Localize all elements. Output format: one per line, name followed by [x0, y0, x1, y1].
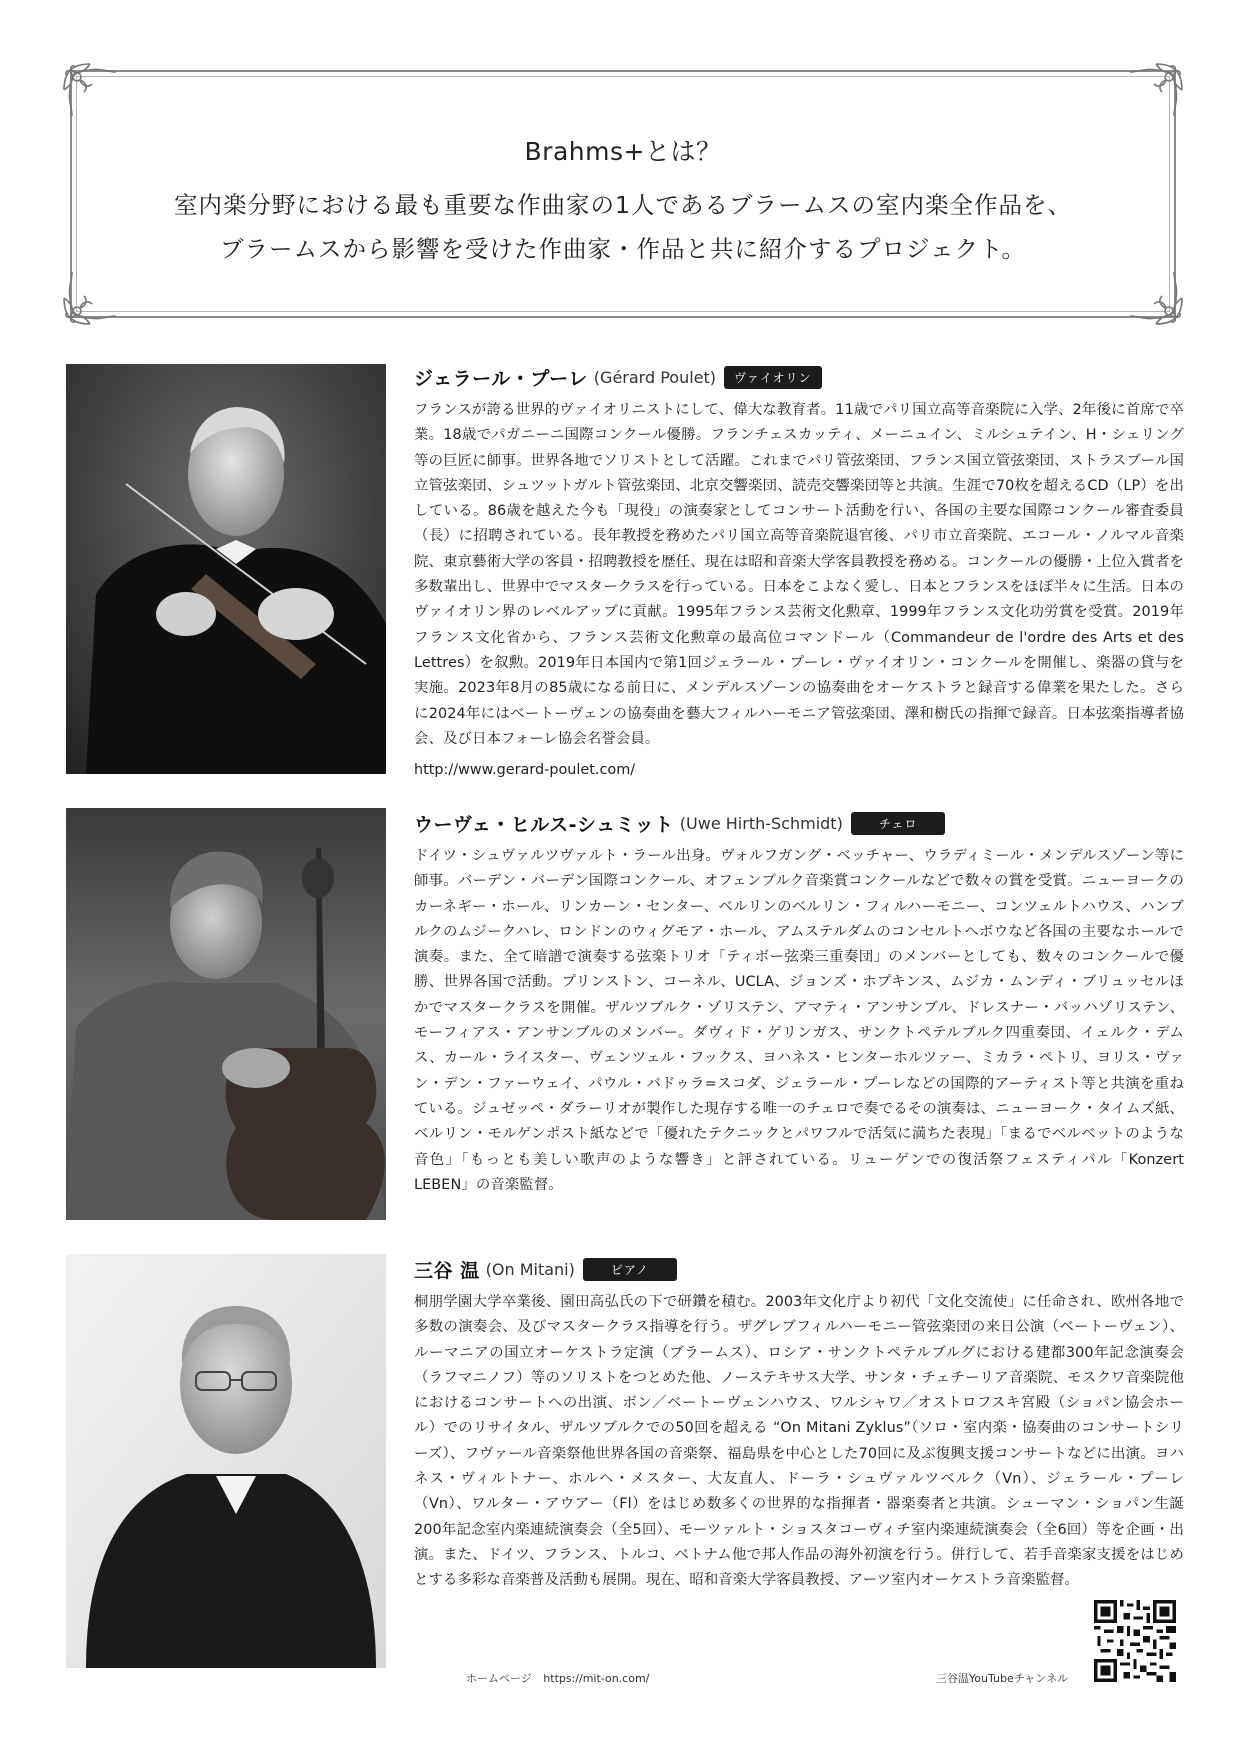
intro-title: Brahms+とは？ — [524, 137, 722, 166]
artist-name-jp: ウーヴェ・ヒルス-シュミット — [414, 813, 674, 836]
ornament-corner-icon — [1124, 60, 1186, 122]
artist-name-en: (Uwe Hirth-Schmidt) — [679, 813, 843, 833]
artist-bio-poulet — [414, 362, 1184, 778]
instrument-badge: チェロ — [851, 812, 946, 835]
artist-name-jp: 三谷 温 — [414, 1259, 480, 1282]
qr-code-icon[interactable] — [1094, 1600, 1176, 1682]
homepage-label: ホームページ — [466, 1672, 532, 1685]
intro-text-line-2: ブラームスから影響を受けた作曲家・作品と共に紹介するプロジェクト。 — [220, 235, 1026, 263]
artist-website-link[interactable]: http://www.gerard-poulet.com/ — [414, 762, 636, 779]
artist-name-en: (On Mitani) — [485, 1259, 575, 1279]
homepage-footer — [466, 1670, 649, 1686]
intro-text-line-1: 室内楽分野における最も重要な作曲家の1人であるブラームスの室内楽全作品を、 — [174, 191, 1072, 219]
artist-bio-hirth-schmidt — [414, 808, 1184, 1198]
artist-photo-violinist — [66, 364, 386, 774]
intro-frame — [60, 60, 1186, 328]
artist-photo-pianist — [66, 1254, 386, 1668]
artist-photo-cellist — [66, 808, 386, 1220]
artist-biography: フランスが誇る世界的ヴァイオリニストにして、偉大な教育者。11歳でパリ国立高等音楽院に入学、2年後に首席で卒業。18歳でパガニーニ国際コンクール優勝。フランチェスカッティ、メーニュイン、ミルシュテイン、H・シェリング等の巨匠に師事。世界各地でソリストとして活躍。これまでパリ管弦楽団、フランス国立管弦楽団、ストラスブール国立管弦楽団、シュツットガルト管弦楽団、北京交響楽団、読売交響楽団等と共演。生涯で70枚を超えるCD（LP）を出している。86歳を越えた今も「現役」の演奏家としてコンサート活動を行い、各国の主要な国際コンクール審査委員（長）に招聘されている。長年教授を務めたパリ国立高等音楽院退官後、パリ市立音楽院、エコール・ノルマル音楽院、東京藝術大学の客員・招聘教授を歴任、現在は昭和音楽大学客員教授を務める。コンクールの優勝・上位入賞者を多数輩出し、世界中でマスタークラスを行っている。日本をこよなく愛し、日本とフランスをほぼ半々に生活。日本のヴァイオリン界のレベルアップに貢献。1995年フランス芸術文化勲章、1999年フランス文化功労賞を受賞。2019年フランス文化省から、フランス芸術文化勲章の最高位コマンドール（Commandeur de l'ordre des Arts et des Lettres）を叙勲。2019年日本国内で第1回ジェラール・プーレ・ヴァイオリン・コンクールを開催し、楽器の貸与を実施。2023年8月の85歳になる前日に、メンデルスゾーンの協奏曲をオーケストラと録音する偉業を果たした。さらに2024年にはベートーヴェンの協奏曲を藝大フィルハーモニア管弦楽団、澤和樹氏の指揮で録音。日本弦楽指導者協会、及び日本フォーレ協会名誉会員。 — [414, 402, 1184, 747]
artist-name-line — [414, 362, 1184, 392]
homepage-link[interactable]: https://mit-on.com/ — [543, 1672, 650, 1685]
artist-biography: ドイツ・シュヴァルツヴァルト・ラール出身。ヴォルフガング・ベッチャー、ウラディミール・メンデルスゾーン等に師事。バーデン・バーデン国際コンクール、オフェンブルク音楽賞コンクールなどで数々の賞を受賞。ニューヨークのカーネギー・ホール、リンカーン・センター、ベルリンのベルリン・フィルハーモニー、コンツェルトハウス、ハンブルクのムジークハレ、ロンドンのウィグモア・ホール、アムステルダムのコンセルトヘボウなど各国の主要なホールで演奏。また、全て暗譜で演奏する弦楽トリオ「ティボー弦楽三重奏団」のメンバーとしても、数々のコンクールで優勝、世界各国で活動。プリンストン、コーネル、UCLA、ジョンズ・ホプキンス、ムジカ・ムンディ・ブリュッセルほかでマスタークラスを開催。ザルツブルク・ゾリステン、アマティ・アンサンブル、ドレスナー・バッハゾリステン、モーフィアス・アンサンブルのメンバー。ダヴィド・ゲリンガス、サンクトペテルブルク四重奏団、イェルク・デムス、カール・ライスター、ヴェンツェル・フックス、ヨハネス・ヒンターホルツァー、ミカラ・ペトリ、ヨリス・ヴァン・デン・ファーウェイ、パウル・バドゥラ=スコダ、ジェラール・プーレなどの国際的アーティスト等と共演を重ねている。ジュゼッペ・ダラーリオが製作した現存する唯一のチェロで奏でるその演奏は、ニューヨーク・タイムズ紙、ベルリン・モルゲンポスト紙などで「優れたテクニックとパワフルで活気に満ちた表現」「まるでベルベットのような音色」「もっとも美しい歌声のような響き」と評されている。リューゲンでの復活祭フェスティバル「Konzert LEBEN」の音楽監督。 — [414, 848, 1184, 1193]
artist-biography: 桐朋学園大学卒業後、園田高弘氏の下で研鑽を積む。2003年文化庁より初代「文化交流使」に任命され、欧州各地で多数の演奏会、及びマスタークラス指導を行う。ザグレブフィルハーモニー管弦楽団の来日公演（ベートーヴェン）、ルーマニアの国立オーケストラ定演（ブラームス）、ロシア・サンクトペテルブルグにおける建都300年記念演奏会（ラフマニノフ）等のソリストをつとめた他、ノーステキサス大学、サンタ・チェチーリア音楽院、モスクワ音楽院他におけるコンサートへの出演、ボン／ベートーヴェンハウス、ワルシャワ／オストロフスキ宮殿（ショパン協会ホール）でのリサイタル、ザルツブルクでの50回を超える “On Mitani Zyklus”（ソロ・室内楽・協奏曲のコンサートシリーズ）、フヴァール音楽祭他世界各国の音楽祭、福島県を中心とした70回に及ぶ復興支援コンサートなどに出演。ヨハネス・ヴィルトナー、ホルヘ・メスター、大友直人、ドーラ・シュヴァルツベルク（Vn）、ジェラール・プーレ（Vn）、ワルター・アウアー（Fl）をはじめ数多くの世界的な指揮者・器楽奏者と共演。シューマン・ショパン生誕200年記念室内楽連続演奏会（全5回）、モーツァルト・ショスタコーヴィチ室内楽連続演奏会（全6回）等を企画・出演。また、ドイツ、フランス、トルコ、ベトナム他で邦人作品の海外初演を行う。併行して、若手音楽家支援をはじめとする多彩な音楽普及活動も展開。現在、昭和音楽大学客員教授、アーツ室内オーケストラ音楽監督。 — [414, 1294, 1184, 1589]
artist-name-en: (Gérard Poulet) — [593, 367, 717, 387]
instrument-badge: ピアノ — [583, 1258, 677, 1281]
artist-name-line — [414, 1254, 1184, 1284]
artist-bio-mitani — [414, 1254, 1184, 1594]
ornament-corner-icon — [60, 266, 122, 328]
ornament-corner-icon — [1124, 266, 1186, 328]
youtube-label: 三谷温YouTubeチャンネル — [936, 1672, 1069, 1685]
instrument-badge: ヴァイオリン — [724, 366, 822, 389]
ornament-corner-icon — [60, 60, 122, 122]
artist-name-line — [414, 808, 1184, 838]
artist-name-jp: ジェラール・プーレ — [414, 367, 588, 390]
